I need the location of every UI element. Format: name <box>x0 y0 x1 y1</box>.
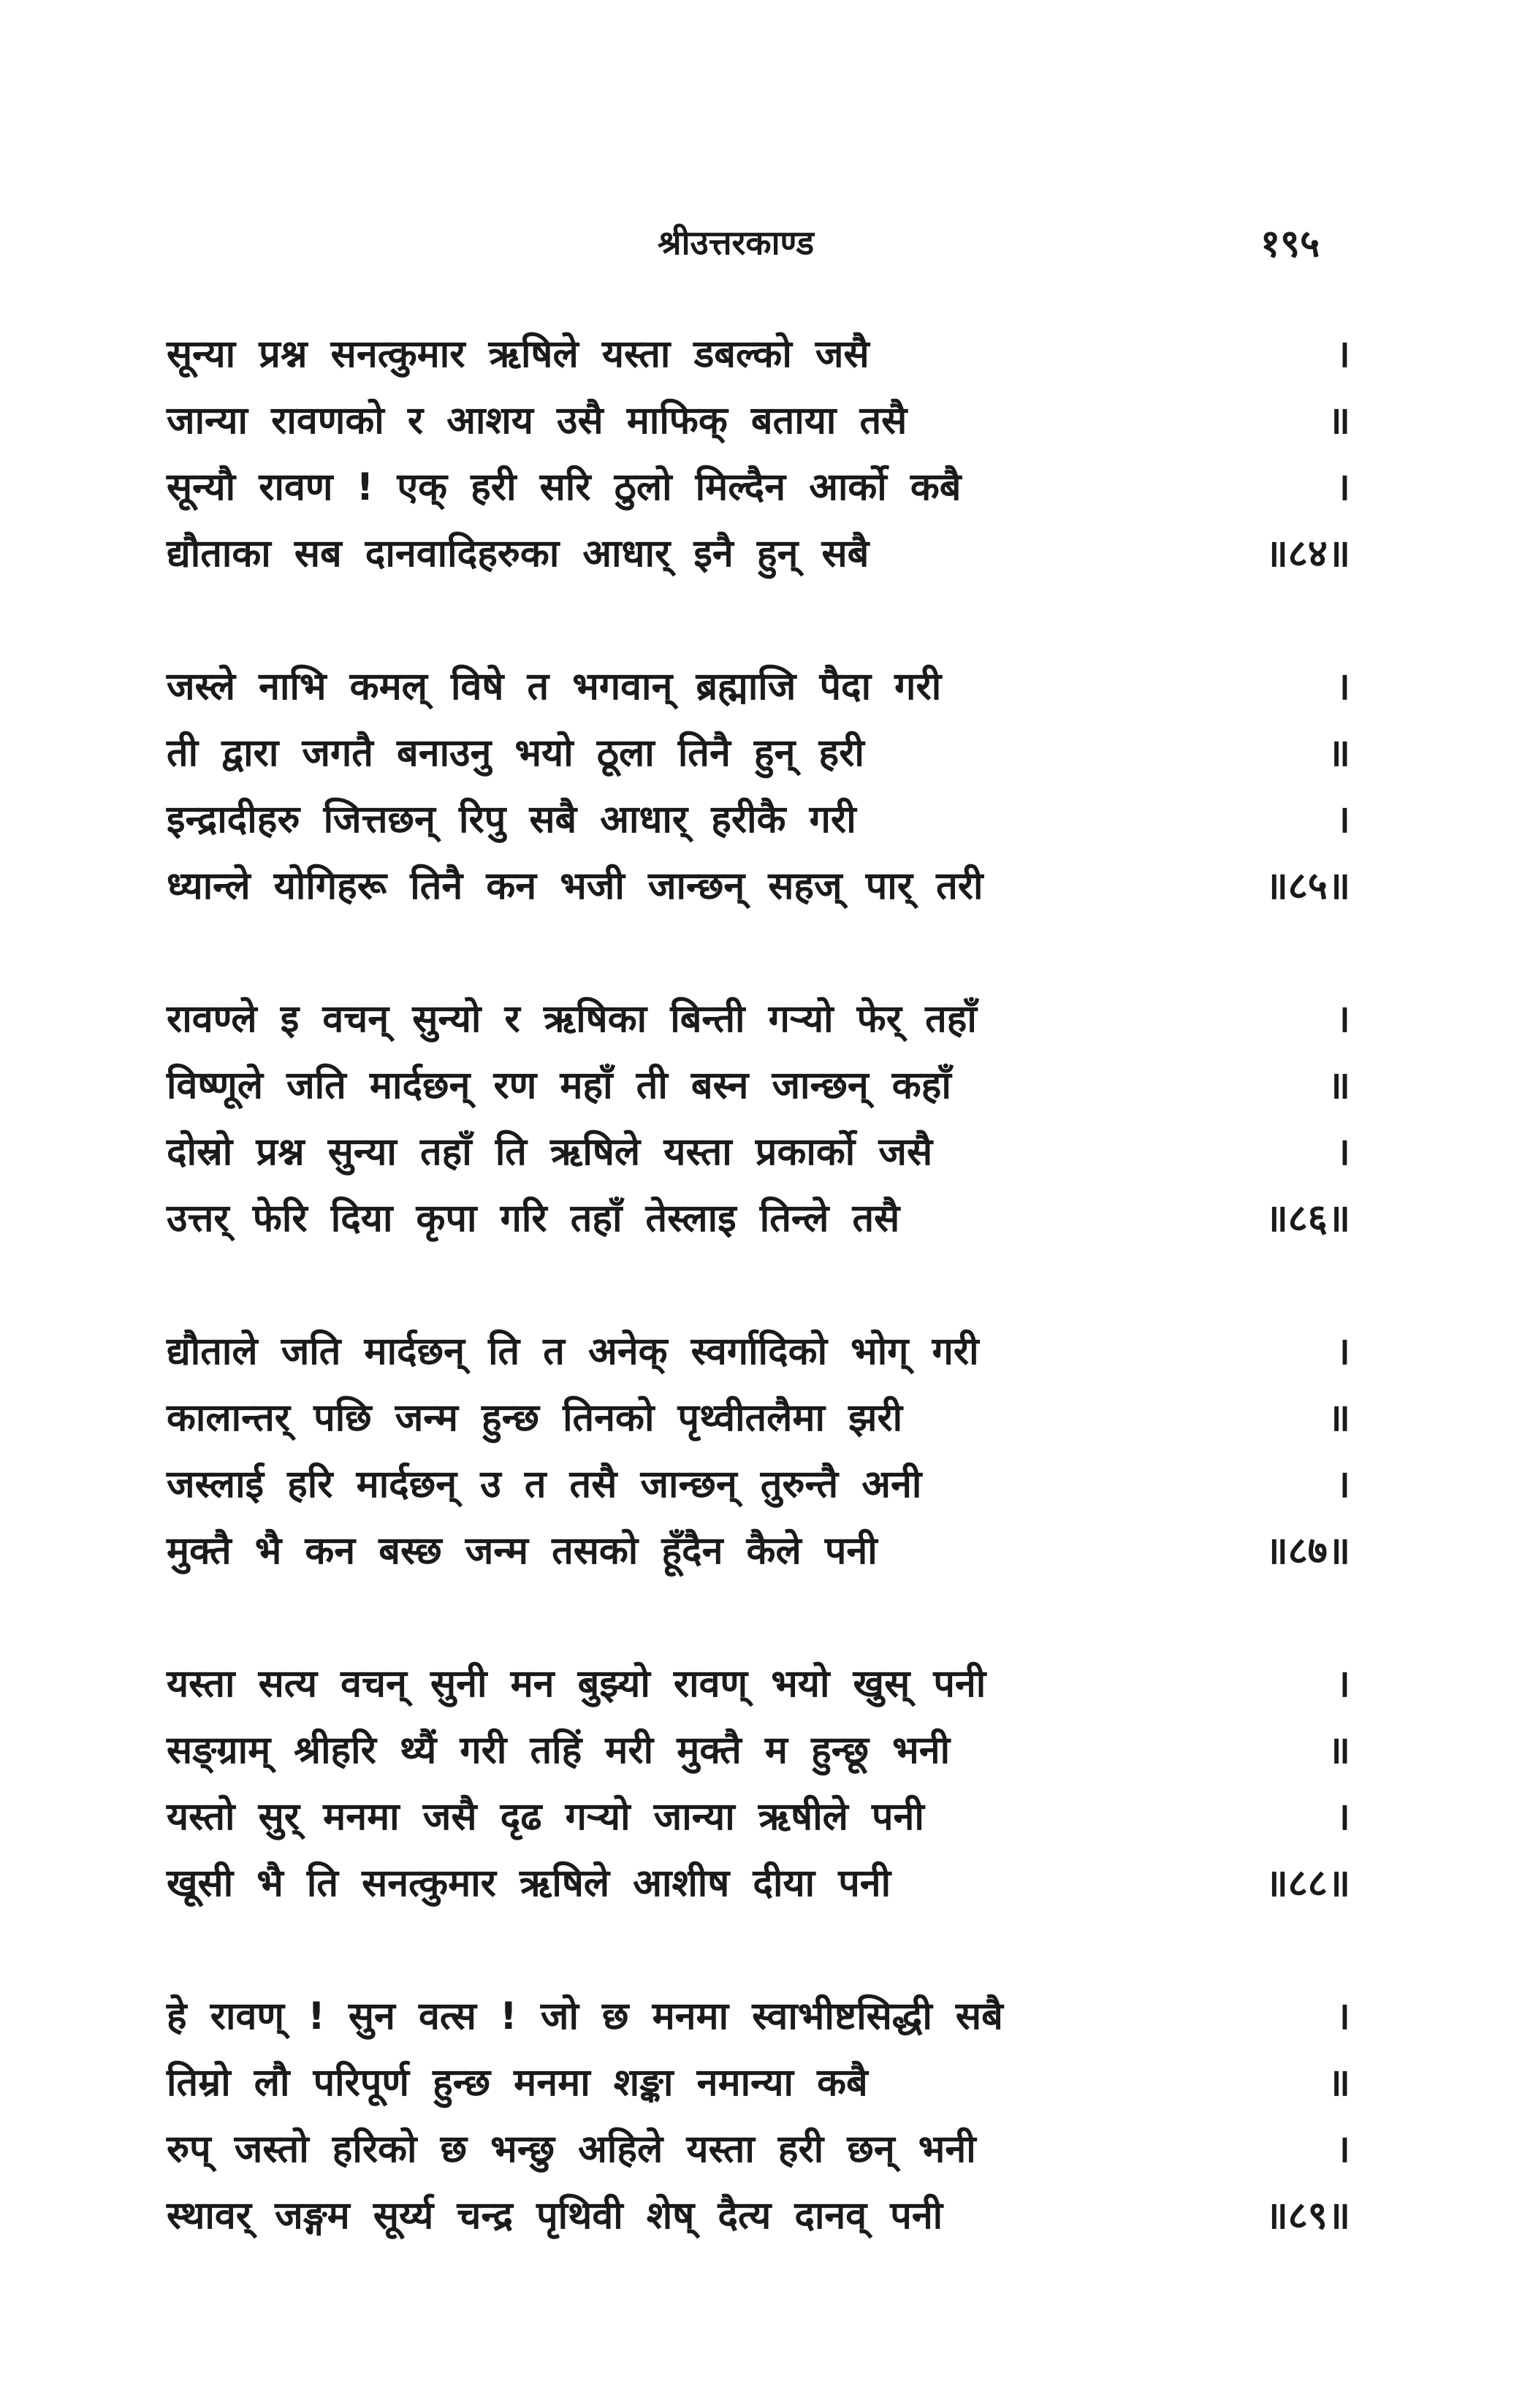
verse-line <box>167 1984 1350 2050</box>
page-number: १९५ <box>1260 222 1320 266</box>
verse-line <box>167 1651 1350 1718</box>
verse-line <box>167 521 1350 587</box>
verse-number: ॥८७॥ <box>1265 1529 1350 1573</box>
verse-number: ॥८८॥ <box>1265 1862 1350 1905</box>
verse-text: खूसी भै ति सनत्कुमार ऋषिले आशीष दीया पनी <box>167 1862 891 1905</box>
stanza-84 <box>167 321 1350 587</box>
verse-line <box>167 1784 1350 1851</box>
verse-danda: । <box>1336 1130 1350 1174</box>
verse-text: इन्द्रादीहरु जित्तछन् रिपु सबै आधार् हरीकै गरी <box>167 798 856 842</box>
verse-line <box>167 853 1350 920</box>
verse-danda: ॥ <box>1327 2061 1350 2105</box>
verse-text: सून्या प्रश्न सनत्कुमार ऋषिले यस्ता डबल्को जसै <box>167 332 870 376</box>
verse-line <box>167 2050 1350 2116</box>
verse-line <box>167 787 1350 853</box>
verse-text: यस्तो सुर् मनमा जसै दृढ गऱ्यो जान्या ऋषीले पनी <box>167 1795 924 1839</box>
verse-number: ॥८५॥ <box>1265 864 1350 908</box>
stanza-85 <box>167 654 1350 920</box>
verse-number: ॥८४॥ <box>1265 532 1350 576</box>
verse-line <box>167 1119 1350 1186</box>
verse-text: ध्यान्ले योगिहरू तिनै कन भजी जान्छन् सहज् पार् तरी <box>167 864 983 908</box>
verse-text: विष्णूले जति मार्दछन् रण महाँ ती बस्न जान्छन् कहाँ <box>167 1064 951 1108</box>
verse-danda: । <box>1336 997 1350 1041</box>
verse-danda: । <box>1336 1330 1350 1373</box>
verse-text: हे रावण् ! सुन वत्स ! जो छ मनमा स्वाभीष्टसिद्धी सबै <box>167 1994 1003 2038</box>
verse-text: ती द्वारा जगतै बनाउनु भयो ठूला तिनै हुन् हरी <box>167 731 864 775</box>
verse-text: सून्यौ रावण ! एक् हरी सरि ठुलो मिल्दैन आर्को कबै <box>167 465 962 509</box>
verse-text: सङ्ग्राम् श्रीहरि थ्यैं गरी तहिं मरी मुक्तै म हुन्छू भनी <box>167 1729 951 1772</box>
verse-line <box>167 1186 1350 1252</box>
stanza-89 <box>167 1984 1350 2249</box>
verse-line <box>167 986 1350 1053</box>
verse-line <box>167 1452 1350 1518</box>
verse-text: द्यौताले जति मार्दछन् ति त अनेक् स्वर्गादिको भोग् गरी <box>167 1330 979 1373</box>
verse-line <box>167 654 1350 720</box>
verse-danda: । <box>1336 798 1350 842</box>
verse-danda: । <box>1336 1795 1350 1839</box>
verse-line <box>167 1385 1350 1452</box>
verse-text: द्यौताका सब दानवादिहरुका आधार् इनै हुन् सबै <box>167 532 870 576</box>
verse-danda: । <box>1336 2127 1350 2171</box>
verse-danda: । <box>1336 1463 1350 1506</box>
verse-danda: ॥ <box>1327 1396 1350 1440</box>
verse-text: कालान्तर् पछि जन्म हुन्छ तिनको पृथ्वीतलैमा झरी <box>167 1396 903 1440</box>
verse-line <box>167 720 1350 787</box>
verse-text: जान्या रावणको र आशय उसै माफिक् बताया तसै <box>167 399 908 443</box>
verse-line <box>167 388 1350 454</box>
verse-danda: । <box>1336 332 1350 376</box>
verse-line <box>167 1718 1350 1784</box>
verse-text: उत्तर् फेरि दिया कृपा गरि तहाँ तेस्लाइ तिन्ले तसै <box>167 1197 900 1241</box>
verse-danda: । <box>1336 1994 1350 2038</box>
verse-line <box>167 2116 1350 2183</box>
verse-text: स्थावर् जङ्गम सूर्य्य चन्द्र पृथिवी शेष् दैत्य दानव् पनी <box>167 2194 943 2238</box>
verse-text: दोस्रो प्रश्न सुन्या तहाँ ति ऋषिले यस्ता प्रकार्को जसै <box>167 1130 933 1174</box>
verse-line <box>167 1319 1350 1385</box>
verse-danda: । <box>1336 465 1350 509</box>
verse-danda: ॥ <box>1327 1064 1350 1108</box>
verse-text: जस्ले नाभि कमल् विषे त भगवान् ब्रह्माजि पैदा गरी <box>167 665 942 709</box>
verse-line <box>167 321 1350 388</box>
verse-line <box>167 1053 1350 1119</box>
verse-text: रावण्ले इ वचन् सुन्यो र ऋषिका बिन्ती गऱ्यो फेर् तहाँ <box>167 997 977 1041</box>
verse-body <box>167 321 1350 2316</box>
verse-line <box>167 2183 1350 2249</box>
verse-line <box>167 1851 1350 1917</box>
stanza-87 <box>167 1319 1350 1585</box>
verse-danda: ॥ <box>1327 1729 1350 1772</box>
verse-danda: । <box>1336 665 1350 709</box>
verse-text: जस्लाई हरि मार्दछन् उ त तसै जान्छन् तुरुन्तै अनी <box>167 1463 922 1506</box>
verse-line <box>167 1518 1350 1585</box>
running-title: श्रीउत्तरकाण्ड <box>658 223 814 262</box>
stanza-88 <box>167 1651 1350 1917</box>
verse-danda: ॥ <box>1327 731 1350 775</box>
verse-text: रुप् जस्तो हरिको छ भन्छु अहिले यस्ता हरी छन् भनी <box>167 2127 976 2171</box>
verse-danda: ॥ <box>1327 399 1350 443</box>
verse-number: ॥८६॥ <box>1265 1197 1350 1241</box>
stanza-86 <box>167 986 1350 1252</box>
verse-text: यस्ता सत्य वचन् सुनी मन बुझ्यो रावण् भयो खुस् पनी <box>167 1662 986 1706</box>
verse-danda: । <box>1336 1662 1350 1706</box>
verse-number: ॥८९॥ <box>1265 2194 1350 2238</box>
verse-text: मुक्तै भै कन बस्छ जन्म तसको हूँदैन कैले पनी <box>167 1529 878 1573</box>
verse-line <box>167 454 1350 521</box>
verse-text: तिम्रो लौ परिपूर्ण हुन्छ मनमा शङ्का नमान्या कबै <box>167 2061 868 2105</box>
